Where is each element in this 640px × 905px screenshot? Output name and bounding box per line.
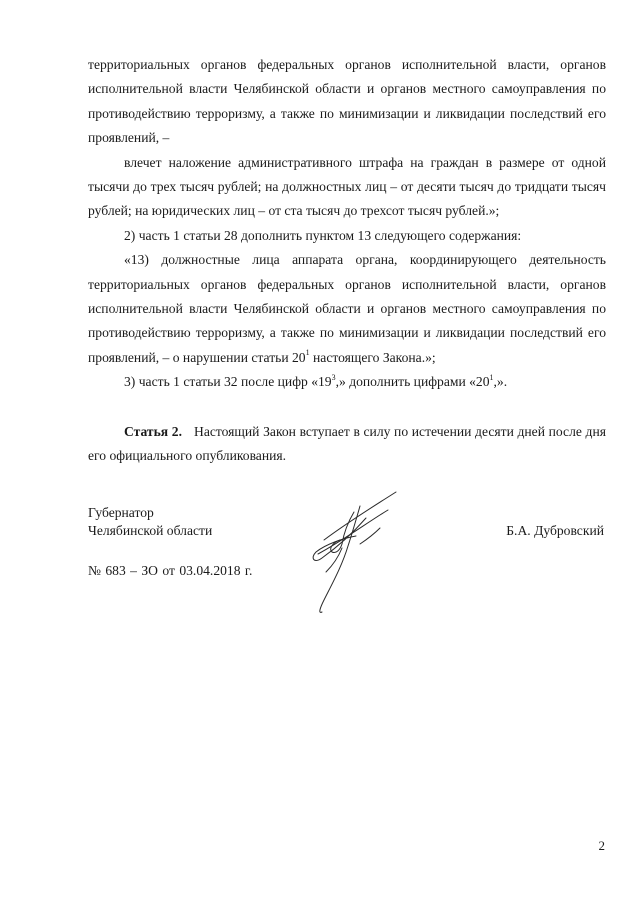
law-number: № 683 – ЗО от 03.04.2018 г. [88,563,253,578]
document-body [88,53,606,395]
paragraph-penalty: влечет наложение административного штрафа на граждан в размере от одной тысячи до трех тысяч рублей; на должностных лиц – от десяти тысяч до тридцати тысяч рублей; на юридических лиц – от ста тысяч до трехсот тысяч рублей.»; [88,154,606,219]
article-text: Настоящий Закон вступает в силу по истечении десяти дней после дня его официального опубликования. [88,424,606,464]
superscript: 1 [489,372,494,382]
article-2 [88,420,606,469]
paragraph-continuation: территориальных органов федеральных органов исполнительной власти, органов исполнительной власти Челябинской области и органов местного самоуправления по противодействию терроризму, а также по минимизации и ликвидации последствий его проявлений, – [88,57,606,146]
item-13-text: «13) должностные лица аппарата органа, координирующего деятельность территориальных органов федеральных органов исполнительной власти, органов исполнительной власти Челябинской области и органов местного самоуправления по противодействию терроризму, а также по минимизации и ликвидации последствий его проявлений, – о нарушении статьи 20 [88,252,606,365]
paragraph-item-13 [88,248,606,370]
amendment-3-end: ,». [493,374,508,390]
amendment-3-mid: ,» дополнить цифрами «20 [335,374,490,390]
superscript: 1 [305,348,310,358]
signatory-title-line-1: Губернатор [88,505,154,520]
signatory-name: Б.А. Дубровский [506,523,604,538]
item-13-end: настоящего Закона.»; [309,349,436,365]
handwritten-signature [296,488,406,618]
amendment-3-start: 3) часть 1 статьи 32 после цифр «19 [124,374,332,390]
superscript: 3 [331,372,336,382]
paragraph-amendment-2: 2) часть 1 статьи 28 дополнить пунктом 13 следующего содержания: [124,227,522,243]
paragraph-amendment-3 [88,370,606,394]
article-label: Статья 2. [124,424,182,439]
page-number: 2 [598,838,605,853]
signatory-title [88,504,212,540]
signatory-title-line-2: Челябинской области [88,523,213,538]
